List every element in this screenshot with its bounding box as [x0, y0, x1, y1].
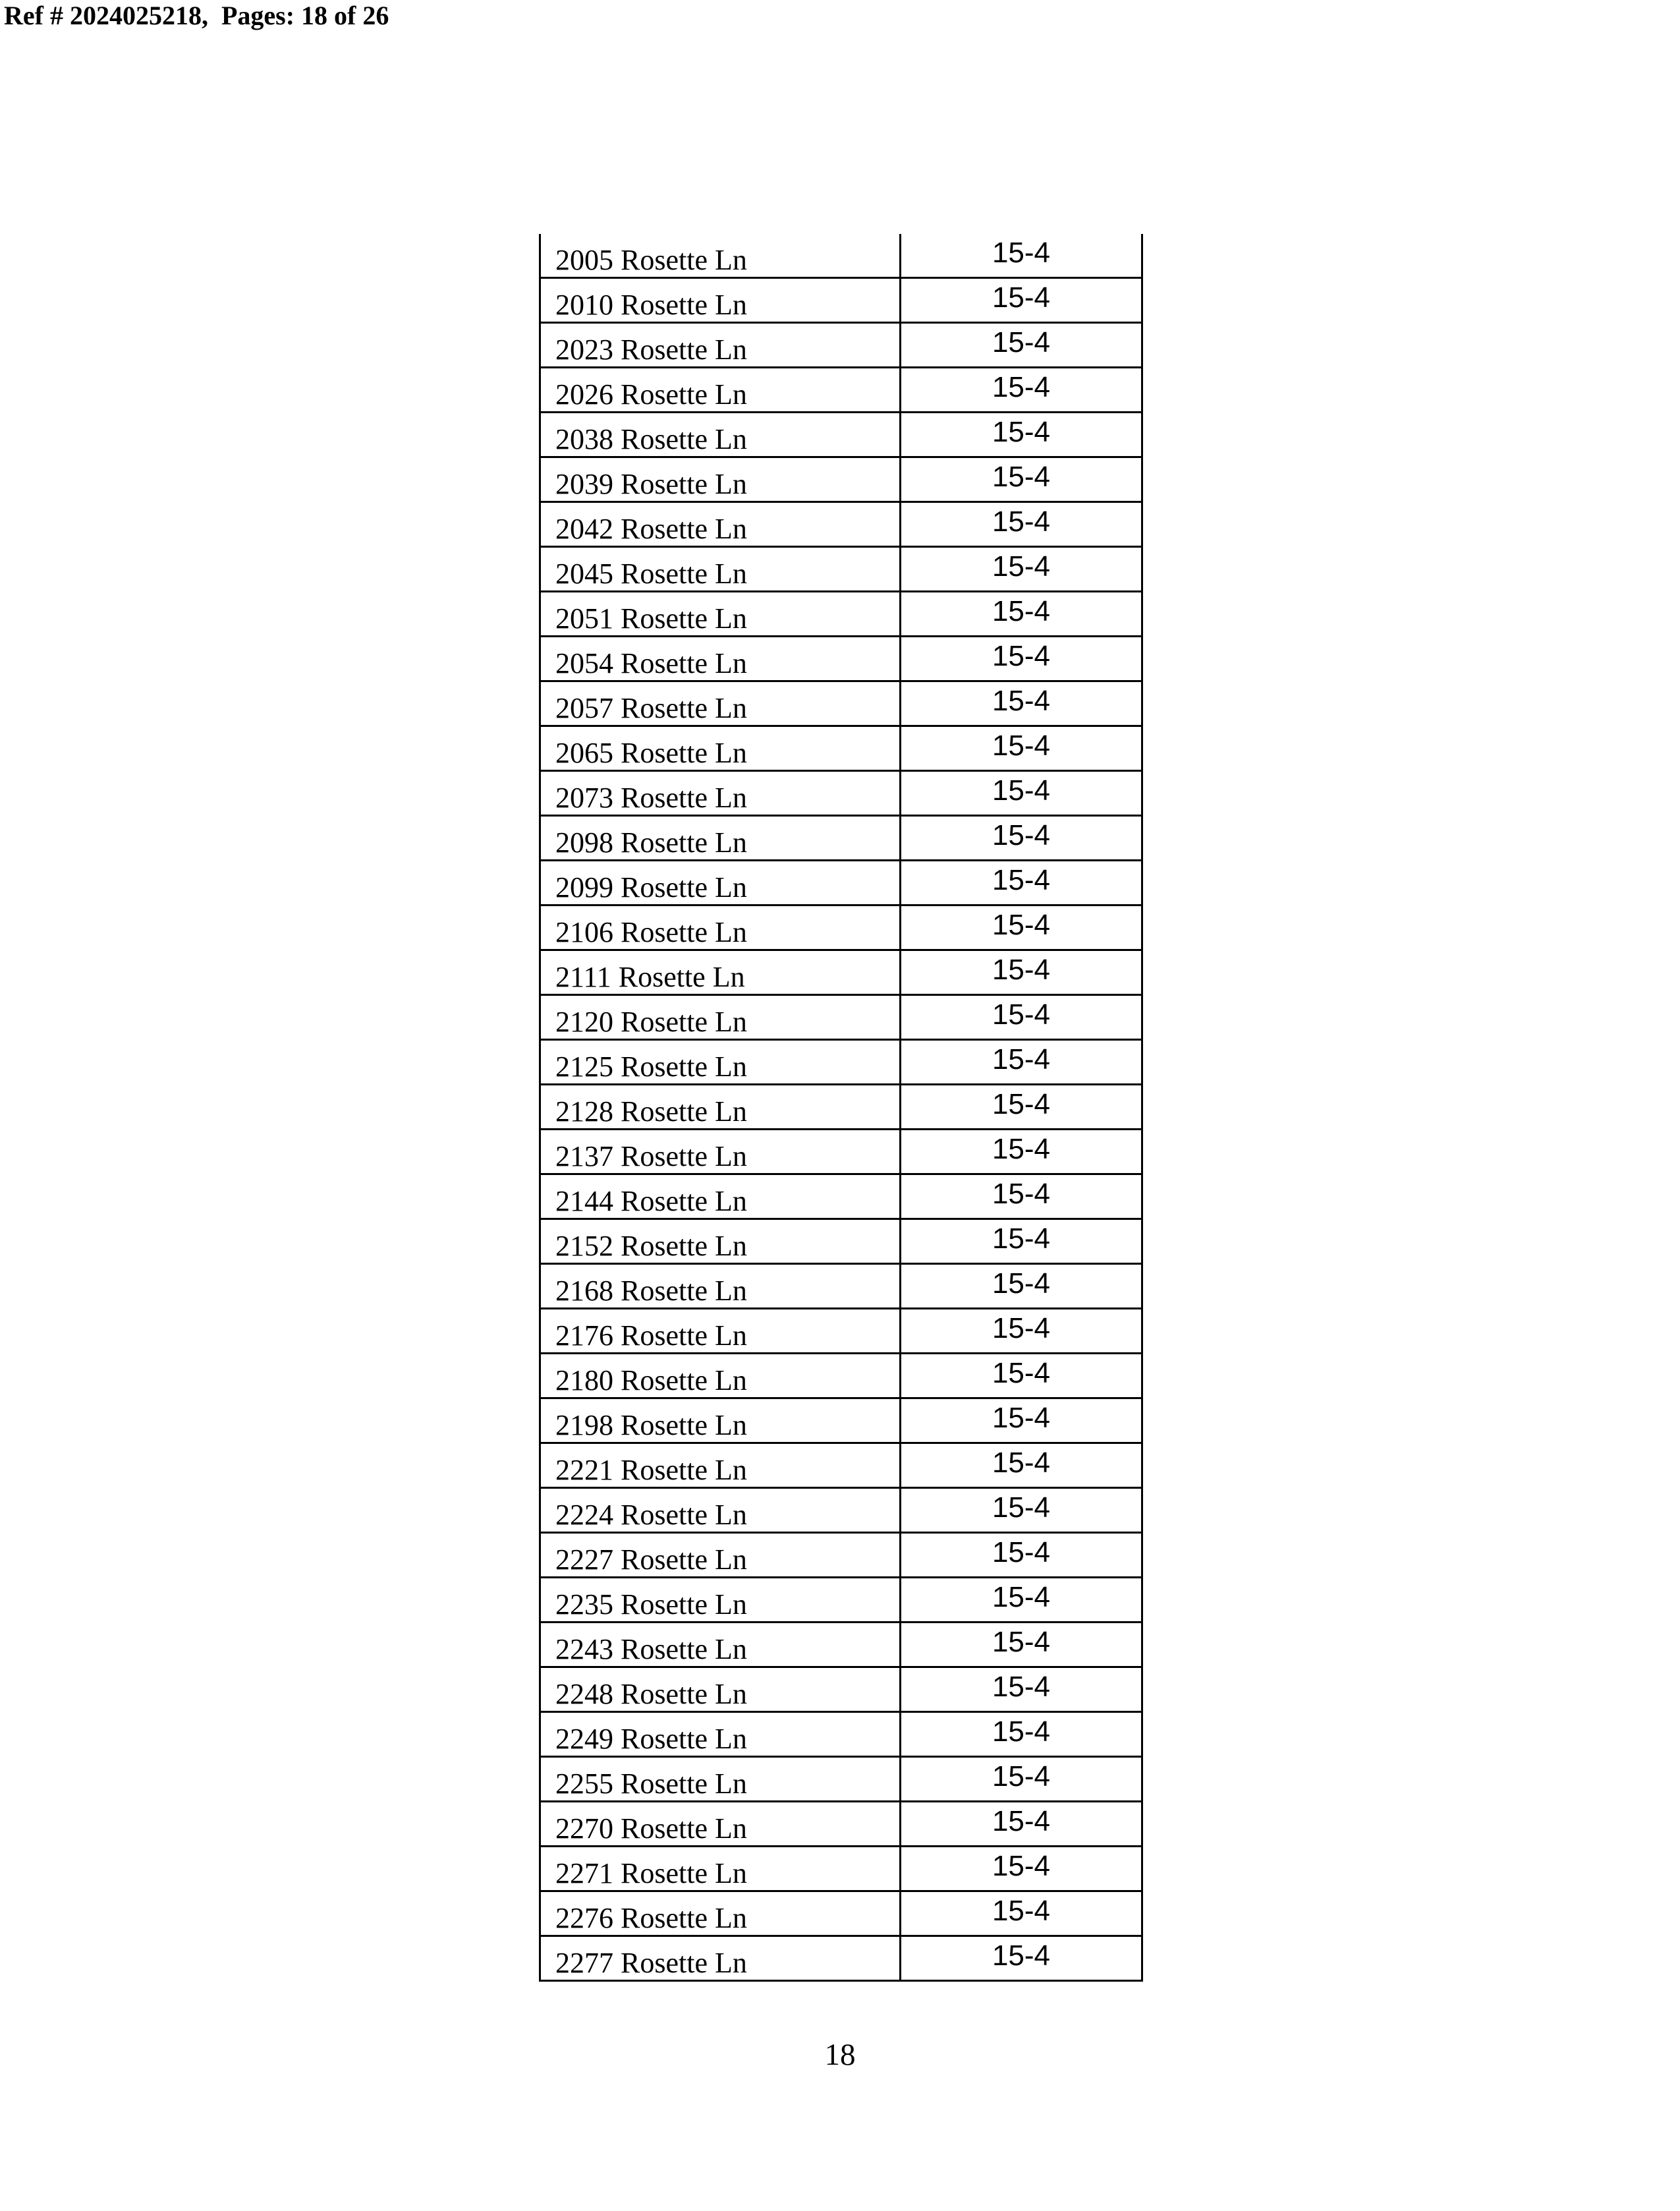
- code-cell: 15-4: [901, 1667, 1142, 1712]
- address-cell: 2270 Rosette Ln: [540, 1802, 901, 1847]
- code-cell: 15-4: [901, 1354, 1142, 1398]
- address-cell: 2271 Rosette Ln: [540, 1847, 901, 1891]
- address-table: [539, 234, 1143, 1982]
- address-cell: 2039 Rosette Ln: [540, 457, 901, 502]
- address-table-body: [540, 234, 1142, 1981]
- code-cell: 15-4: [901, 1130, 1142, 1174]
- code-cell: 15-4: [901, 278, 1142, 323]
- code-cell: 15-4: [901, 1219, 1142, 1264]
- table-row: [540, 1622, 1142, 1667]
- address-cell: 2054 Rosette Ln: [540, 637, 901, 681]
- address-cell: 2010 Rosette Ln: [540, 278, 901, 323]
- code-cell: 15-4: [901, 1398, 1142, 1443]
- address-cell: 2255 Rosette Ln: [540, 1757, 901, 1802]
- table-row: [540, 637, 1142, 681]
- code-cell: 15-4: [901, 1891, 1142, 1936]
- address-cell: 2144 Rosette Ln: [540, 1174, 901, 1219]
- address-cell: 2152 Rosette Ln: [540, 1219, 901, 1264]
- address-cell: 2243 Rosette Ln: [540, 1622, 901, 1667]
- code-cell: 15-4: [901, 457, 1142, 502]
- code-cell: 15-4: [901, 1533, 1142, 1578]
- address-cell: 2180 Rosette Ln: [540, 1354, 901, 1398]
- table-row: [540, 1667, 1142, 1712]
- address-cell: 2005 Rosette Ln: [540, 234, 901, 278]
- code-cell: 15-4: [901, 413, 1142, 457]
- address-cell: 2045 Rosette Ln: [540, 547, 901, 592]
- code-cell: 15-4: [901, 1040, 1142, 1085]
- table-row: [540, 1264, 1142, 1309]
- code-cell: 15-4: [901, 592, 1142, 637]
- code-cell: 15-4: [901, 1309, 1142, 1354]
- code-cell: 15-4: [901, 1488, 1142, 1533]
- table-row: [540, 278, 1142, 323]
- table-row: [540, 905, 1142, 950]
- code-cell: 15-4: [901, 547, 1142, 592]
- table-row: [540, 1757, 1142, 1802]
- address-cell: 2125 Rosette Ln: [540, 1040, 901, 1085]
- table-row: [540, 1488, 1142, 1533]
- address-cell: 2111 Rosette Ln: [540, 950, 901, 995]
- address-cell: 2128 Rosette Ln: [540, 1085, 901, 1130]
- address-cell: 2198 Rosette Ln: [540, 1398, 901, 1443]
- address-cell: 2098 Rosette Ln: [540, 816, 901, 861]
- code-cell: 15-4: [901, 637, 1142, 681]
- address-cell: 2051 Rosette Ln: [540, 592, 901, 637]
- code-cell: 15-4: [901, 681, 1142, 726]
- code-cell: 15-4: [901, 771, 1142, 816]
- table-row: [540, 1309, 1142, 1354]
- table-row: [540, 1578, 1142, 1622]
- address-cell: 2224 Rosette Ln: [540, 1488, 901, 1533]
- table-row: [540, 1936, 1142, 1981]
- code-cell: 15-4: [901, 1622, 1142, 1667]
- table-row: [540, 1398, 1142, 1443]
- code-cell: 15-4: [901, 816, 1142, 861]
- table-row: [540, 861, 1142, 905]
- table-row: [540, 1219, 1142, 1264]
- table-row: [540, 1533, 1142, 1578]
- code-cell: 15-4: [901, 323, 1142, 368]
- address-cell: 2057 Rosette Ln: [540, 681, 901, 726]
- code-cell: 15-4: [901, 950, 1142, 995]
- address-cell: 2249 Rosette Ln: [540, 1712, 901, 1757]
- address-cell: 2023 Rosette Ln: [540, 323, 901, 368]
- code-cell: 15-4: [901, 1578, 1142, 1622]
- table-row: [540, 726, 1142, 771]
- address-cell: 2038 Rosette Ln: [540, 413, 901, 457]
- code-cell: 15-4: [901, 995, 1142, 1040]
- table-row: [540, 816, 1142, 861]
- table-row: [540, 502, 1142, 547]
- code-cell: 15-4: [901, 1085, 1142, 1130]
- table-row: [540, 1040, 1142, 1085]
- table-row: [540, 368, 1142, 413]
- address-cell: 2276 Rosette Ln: [540, 1891, 901, 1936]
- address-cell: 2227 Rosette Ln: [540, 1533, 901, 1578]
- table-row: [540, 950, 1142, 995]
- address-cell: 2277 Rosette Ln: [540, 1936, 901, 1981]
- code-cell: 15-4: [901, 1847, 1142, 1891]
- address-cell: 2042 Rosette Ln: [540, 502, 901, 547]
- code-cell: 15-4: [901, 368, 1142, 413]
- address-cell: 2073 Rosette Ln: [540, 771, 901, 816]
- table-row: [540, 681, 1142, 726]
- table-row: [540, 413, 1142, 457]
- code-cell: 15-4: [901, 502, 1142, 547]
- address-cell: 2120 Rosette Ln: [540, 995, 901, 1040]
- table-row: [540, 457, 1142, 502]
- table-row: [540, 1174, 1142, 1219]
- table-row: [540, 1802, 1142, 1847]
- address-cell: 2221 Rosette Ln: [540, 1443, 901, 1488]
- table-row: [540, 547, 1142, 592]
- table-row: [540, 323, 1142, 368]
- table-row: [540, 1712, 1142, 1757]
- address-cell: 2026 Rosette Ln: [540, 368, 901, 413]
- table-row: [540, 995, 1142, 1040]
- reference-header: Ref # 2024025218, Pages: 18 of 26: [4, 1, 389, 30]
- table-row: [540, 1847, 1142, 1891]
- code-cell: 15-4: [901, 1264, 1142, 1309]
- address-cell: 2176 Rosette Ln: [540, 1309, 901, 1354]
- code-cell: 15-4: [901, 1936, 1142, 1981]
- table-row: [540, 1354, 1142, 1398]
- code-cell: 15-4: [901, 726, 1142, 771]
- table-row: [540, 592, 1142, 637]
- code-cell: 15-4: [901, 861, 1142, 905]
- address-cell: 2099 Rosette Ln: [540, 861, 901, 905]
- table-row: [540, 1443, 1142, 1488]
- address-cell: 2137 Rosette Ln: [540, 1130, 901, 1174]
- address-cell: 2168 Rosette Ln: [540, 1264, 901, 1309]
- address-cell: 2106 Rosette Ln: [540, 905, 901, 950]
- table-row: [540, 1891, 1142, 1936]
- address-cell: 2248 Rosette Ln: [540, 1667, 901, 1712]
- table-row: [540, 1130, 1142, 1174]
- table-row: [540, 234, 1142, 278]
- address-cell: 2065 Rosette Ln: [540, 726, 901, 771]
- table-row: [540, 1085, 1142, 1130]
- code-cell: 15-4: [901, 1712, 1142, 1757]
- address-cell: 2235 Rosette Ln: [540, 1578, 901, 1622]
- code-cell: 15-4: [901, 234, 1142, 278]
- page-number: 18: [824, 2038, 856, 2072]
- code-cell: 15-4: [901, 1174, 1142, 1219]
- code-cell: 15-4: [901, 1443, 1142, 1488]
- table-row: [540, 771, 1142, 816]
- code-cell: 15-4: [901, 1757, 1142, 1802]
- code-cell: 15-4: [901, 905, 1142, 950]
- code-cell: 15-4: [901, 1802, 1142, 1847]
